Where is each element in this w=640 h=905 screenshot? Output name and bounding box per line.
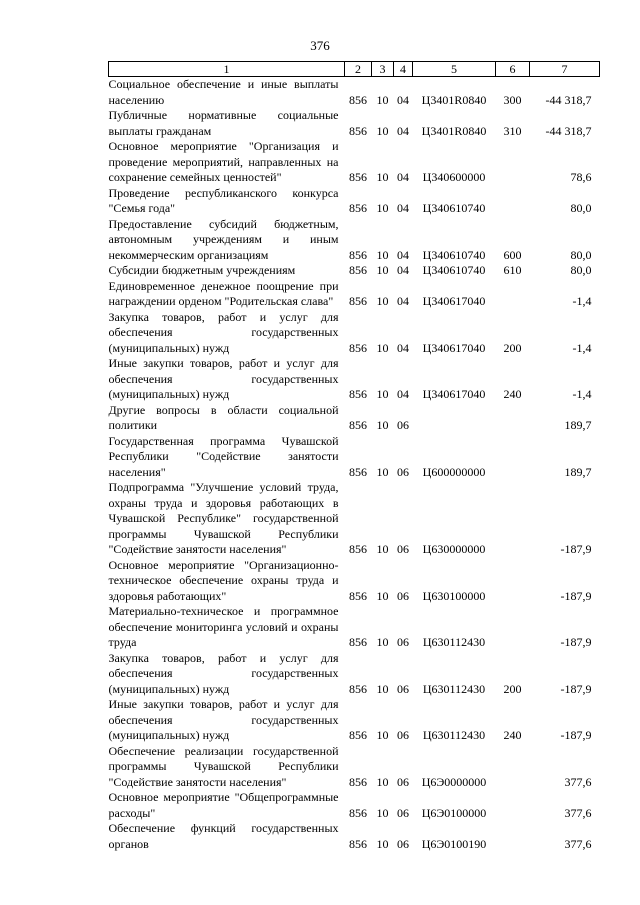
row-code-ministry: 856 (349, 635, 367, 649)
row-code-expense-type (496, 744, 530, 791)
row-code-ministry: 856 (349, 681, 367, 696)
table-row (109, 604, 600, 651)
row-amount: -187,9 (560, 635, 592, 649)
row-code-ministry: 856 (349, 123, 367, 138)
row-amount: -187,9 (560, 588, 592, 603)
row-code-subsection: 06 (397, 464, 409, 479)
table-row (109, 186, 600, 217)
row-code-section: 10 (376, 836, 389, 851)
row-code-section: 10 (376, 542, 389, 556)
row-code-target: Ц630112430 (422, 681, 486, 696)
row-name: Субсидии бюджетным учреждениям (108, 263, 296, 277)
row-amount: 189,7 (564, 418, 592, 432)
row-code-section: 10 (376, 170, 389, 184)
row-code-section: 10 (376, 635, 389, 649)
row-code-section: 10 (376, 247, 389, 262)
row-amount: 377,6 (564, 836, 592, 851)
table-row (109, 558, 600, 605)
row-code-target: Ц340610740 (422, 263, 486, 277)
row-code-expense-type: 600 (503, 247, 522, 262)
row-amount: -44 318,7 (545, 92, 592, 107)
row-name: Подпрограмма "Улучшение условий труда, охраны труда и здоровья работающих в Чувашской Республике" государственной программы Чувашской Республики "Содействие занятости населения" (108, 480, 339, 556)
row-code-target: Ц340617040 (422, 294, 486, 308)
row-name: Публичные нормативные социальные выплаты гражданам (108, 108, 339, 138)
row-code-ministry: 856 (349, 418, 367, 432)
table-row (109, 744, 600, 791)
header-row (109, 62, 600, 77)
row-name: Обеспечение функций государственных органов (108, 821, 339, 851)
row-code-section: 10 (376, 263, 389, 277)
row-code-target: Ц600000000 (422, 464, 486, 479)
row-code-subsection: 06 (397, 542, 409, 556)
row-code-target: Ц6Э0100000 (421, 805, 487, 820)
row-code-section: 10 (376, 340, 389, 355)
row-code-expense-type (496, 279, 530, 310)
row-code-subsection: 04 (397, 387, 409, 401)
row-amount: -1,4 (572, 387, 592, 401)
budget-table (108, 61, 600, 852)
row-code-expense-type: 240 (503, 728, 522, 742)
row-code-target: Ц340610740 (422, 247, 486, 262)
row-amount: -44 318,7 (545, 123, 592, 138)
row-code-section: 10 (376, 588, 389, 603)
header-cell: 7 (530, 62, 600, 77)
row-code-target: Ц340617040 (422, 387, 486, 401)
table-row (109, 139, 600, 186)
row-name: Иные закупки товаров, работ и услуг для обеспечения государственных (муниципальных) нужд (108, 356, 339, 401)
row-code-ministry: 856 (349, 774, 367, 789)
header-cell: 6 (496, 62, 530, 77)
row-name: Проведение республиканского конкурса "Семья года" (108, 185, 339, 215)
row-name: Основное мероприятие "Организация и проведение мероприятий, направленных на сохранение семейных ценностей" (108, 139, 339, 184)
row-code-subsection: 06 (397, 728, 409, 742)
row-code-target: Ц340600000 (422, 170, 486, 184)
row-code-target: Ц630112430 (422, 635, 486, 649)
table-row (109, 651, 600, 698)
table-row (109, 263, 600, 279)
row-code-subsection: 06 (397, 836, 409, 851)
row-code-ministry: 856 (349, 836, 367, 851)
row-code-target: Ц3401R0840 (421, 92, 487, 107)
row-code-expense-type (496, 139, 530, 186)
row-code-subsection: 06 (397, 418, 409, 432)
row-code-ministry: 856 (349, 542, 367, 556)
row-code-subsection: 04 (397, 263, 409, 277)
row-amount: 377,6 (564, 774, 592, 789)
row-amount: 189,7 (564, 464, 592, 479)
row-code-subsection: 06 (397, 635, 409, 649)
row-code-target: Ц630100000 (422, 588, 486, 603)
row-amount: 80,0 (570, 247, 592, 262)
row-code-expense-type (496, 403, 530, 434)
row-name: Государственная программа Чувашской Республики "Содействие занятости населения" (108, 433, 339, 479)
row-name: Закупка товаров, работ и услуг для обеспечения государственных (муниципальных) нужд (108, 309, 339, 355)
row-code-target: Ц3401R0840 (421, 123, 487, 138)
row-code-expense-type: 200 (503, 340, 522, 355)
row-code-expense-type: 240 (503, 387, 522, 401)
row-code-ministry: 856 (349, 294, 367, 308)
table-row (109, 480, 600, 558)
row-code-section: 10 (376, 464, 389, 479)
row-amount: -187,9 (560, 681, 592, 696)
row-code-ministry: 856 (349, 170, 367, 184)
row-code-section: 10 (376, 387, 389, 401)
row-amount: 80,0 (570, 263, 592, 277)
row-name: Предоставление субсидий бюджетным, автономным учреждениям и иным некоммерческим организациям (108, 216, 339, 262)
row-name: Другие вопросы в области социальной политики (108, 402, 339, 432)
row-code-subsection: 04 (397, 247, 409, 262)
row-amount: 78,6 (570, 170, 592, 184)
table-row (109, 697, 600, 744)
row-code-section: 10 (376, 294, 389, 308)
row-code-ministry: 856 (349, 588, 367, 603)
row-code-expense-type: 200 (503, 681, 522, 696)
row-code-subsection: 06 (397, 805, 409, 820)
row-code-subsection: 04 (397, 201, 409, 215)
row-code-section: 10 (376, 681, 389, 696)
row-amount: -187,9 (560, 728, 592, 742)
row-name: Иные закупки товаров, работ и услуг для обеспечения государственных (муниципальных) нужд (108, 697, 339, 742)
table-row (109, 279, 600, 310)
row-code-expense-type (496, 821, 530, 852)
row-code-section: 10 (376, 805, 389, 820)
row-code-subsection: 06 (397, 588, 409, 603)
table-row (109, 790, 600, 821)
row-name: Основное мероприятие "Организационно-техническое обеспечение охраны труда и здоровья работающих" (108, 557, 339, 603)
row-name: Основное мероприятие "Общепрограммные расходы" (108, 790, 339, 820)
table-row (109, 217, 600, 264)
row-code-expense-type (496, 434, 530, 481)
row-code-ministry: 856 (349, 464, 367, 479)
header-cell: 2 (345, 62, 372, 77)
row-amount: -1,4 (572, 340, 592, 355)
row-name: Единовременное денежное поощрение при награждении орденом "Родительская слава" (108, 278, 339, 308)
table-row (109, 77, 600, 109)
row-code-section: 10 (376, 774, 389, 789)
row-code-section: 10 (376, 728, 389, 742)
row-code-target (413, 403, 496, 434)
row-code-target: Ц6Э0000000 (421, 774, 487, 789)
row-code-subsection: 04 (397, 340, 409, 355)
table-row (109, 821, 600, 852)
row-code-ministry: 856 (349, 263, 367, 277)
row-code-expense-type (496, 604, 530, 651)
row-code-ministry: 856 (349, 340, 367, 355)
row-code-ministry: 856 (349, 728, 367, 742)
row-name: Материально-техническое и программное обеспечение мониторинга условий и охраны труда (108, 604, 339, 649)
header-cell: 4 (394, 62, 413, 77)
row-amount: 377,6 (564, 805, 592, 820)
row-code-subsection: 06 (397, 774, 409, 789)
row-amount: -187,9 (560, 542, 592, 556)
row-code-expense-type (496, 790, 530, 821)
row-code-ministry: 856 (349, 201, 367, 215)
row-code-target: Ц340617040 (422, 340, 486, 355)
row-code-expense-type (496, 186, 530, 217)
row-code-subsection: 04 (397, 170, 409, 184)
row-code-section: 10 (376, 123, 389, 138)
row-code-expense-type: 310 (503, 123, 522, 138)
row-code-expense-type (496, 558, 530, 605)
row-name: Обеспечение реализации государственной программы Чувашской Республики "Содействие занятости населения" (108, 743, 339, 789)
header-cell: 3 (372, 62, 394, 77)
header-cell: 5 (413, 62, 496, 77)
row-code-target: Ц630112430 (422, 728, 486, 742)
row-code-section: 10 (376, 418, 389, 432)
row-name: Закупка товаров, работ и услуг для обеспечения государственных (муниципальных) нужд (108, 650, 339, 696)
row-code-target: Ц6Э0100190 (421, 836, 487, 851)
row-code-expense-type: 610 (503, 263, 522, 277)
row-code-subsection: 04 (397, 123, 409, 138)
row-code-section: 10 (376, 92, 389, 107)
row-code-subsection: 04 (397, 92, 409, 107)
row-code-target: Ц340610740 (422, 201, 486, 215)
row-code-section: 10 (376, 201, 389, 215)
row-code-ministry: 856 (349, 805, 367, 820)
row-amount: 80,0 (570, 201, 592, 215)
row-code-ministry: 856 (349, 247, 367, 262)
row-code-expense-type: 300 (503, 92, 522, 107)
page-number: 376 (310, 38, 330, 53)
row-code-subsection: 04 (397, 294, 409, 308)
table-row (109, 403, 600, 434)
row-code-expense-type (496, 480, 530, 558)
row-code-target: Ц630000000 (422, 542, 486, 556)
row-code-ministry: 856 (349, 387, 367, 401)
header-cell: 1 (109, 62, 345, 77)
row-code-subsection: 06 (397, 681, 409, 696)
row-amount: -1,4 (572, 294, 592, 308)
table-row (109, 108, 600, 139)
row-code-ministry: 856 (349, 92, 367, 107)
table-row (109, 310, 600, 357)
row-name: Социальное обеспечение и иные выплаты населению (108, 77, 339, 107)
table-row (109, 356, 600, 403)
table-row (109, 434, 600, 481)
